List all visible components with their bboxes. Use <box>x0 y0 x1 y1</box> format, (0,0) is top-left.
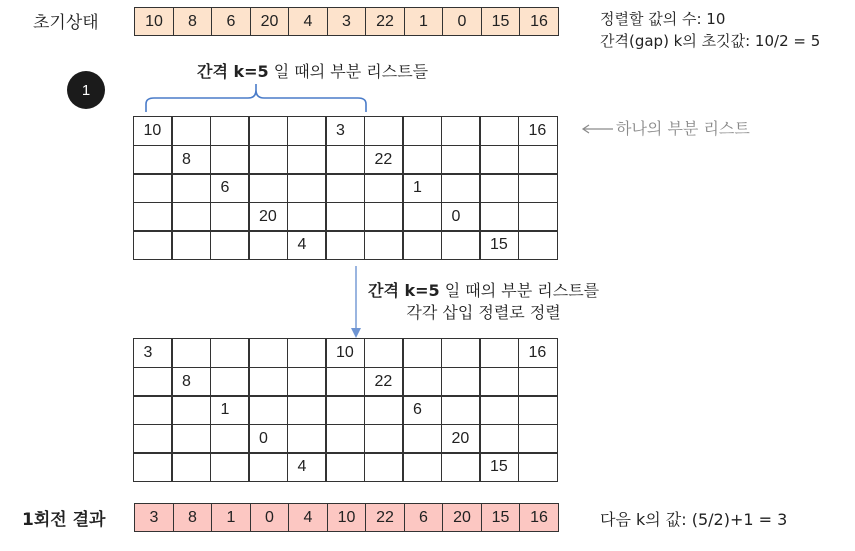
grid-cell <box>287 367 327 397</box>
array-cell: 22 <box>365 7 405 36</box>
array-cell: 1 <box>404 7 444 36</box>
grid-row <box>134 367 558 397</box>
grid-cell: 16 <box>518 116 558 146</box>
grid-cell <box>325 202 365 232</box>
grid-cell <box>248 395 288 425</box>
grid-cell <box>441 230 481 260</box>
grid-cell <box>402 230 442 260</box>
grid-cell <box>287 145 327 175</box>
grid-cell <box>518 424 558 454</box>
grid-cell: 20 <box>441 424 481 454</box>
grid-cell <box>518 173 558 203</box>
grid-cell <box>325 424 365 454</box>
grid-cell <box>364 338 404 368</box>
grid-cell <box>364 173 404 203</box>
grid-cell <box>518 230 558 260</box>
array-cell: 3 <box>327 7 367 36</box>
grid-row <box>134 338 558 368</box>
grid-cell <box>248 452 288 482</box>
grid-cell <box>479 145 519 175</box>
grid-cell <box>133 145 173 175</box>
grid-cell <box>133 173 173 203</box>
arrow-caption-bold: 간격 k=5 <box>368 281 440 300</box>
grid-cell: 3 <box>325 116 365 146</box>
grid-cell <box>479 367 519 397</box>
grid-cell <box>133 230 173 260</box>
grid-cell <box>133 202 173 232</box>
initial-state-label: 초기상태 <box>33 13 99 33</box>
grid-cell <box>133 452 173 482</box>
grid-cell: 22 <box>364 367 404 397</box>
array-cell: 8 <box>173 7 213 36</box>
grid-cell <box>364 202 404 232</box>
grid-cell <box>441 367 481 397</box>
grid-cell <box>248 338 288 368</box>
array-cell: 10 <box>134 7 174 36</box>
sublist-note: 하나의 부분 리스트 <box>616 119 750 138</box>
grid-cell <box>210 424 250 454</box>
grid-cell: 4 <box>287 452 327 482</box>
grid-cell <box>441 145 481 175</box>
grid-cell: 3 <box>133 338 173 368</box>
grid-cell <box>518 395 558 425</box>
grid-row <box>134 173 558 203</box>
grid-cell <box>210 116 250 146</box>
grid-cell <box>210 338 250 368</box>
grid-cell <box>441 116 481 146</box>
grid-cell <box>479 424 519 454</box>
grid-cell: 16 <box>518 338 558 368</box>
grid-cell <box>364 395 404 425</box>
grid-cell <box>402 145 442 175</box>
grid-cell <box>210 202 250 232</box>
array-cell: 0 <box>442 7 482 36</box>
grid-cell <box>518 367 558 397</box>
grid-cell: 10 <box>133 116 173 146</box>
array-cell: 4 <box>288 7 328 36</box>
grid-cell <box>325 452 365 482</box>
grid-cell <box>479 395 519 425</box>
brace-caption-bold: 간격 k=5 <box>197 62 269 81</box>
grid-cell <box>133 424 173 454</box>
grid-cell <box>210 230 250 260</box>
grid-cell <box>325 367 365 397</box>
array-cell: 20 <box>250 7 290 36</box>
grid-cell <box>518 202 558 232</box>
arrow-caption <box>368 280 599 324</box>
grid-cell <box>287 116 327 146</box>
grid-cell: 8 <box>171 367 211 397</box>
grid-cell: 1 <box>210 395 250 425</box>
grid-cell <box>171 173 211 203</box>
grid-cell: 15 <box>479 452 519 482</box>
grid-cell <box>133 395 173 425</box>
brace-caption-rest: 일 때의 부분 리스트들 <box>268 62 429 81</box>
array-cell: 16 <box>519 7 559 36</box>
result-label: 1회전 결과 <box>22 510 106 530</box>
grid-cell <box>325 230 365 260</box>
grid-cell <box>325 173 365 203</box>
grid-cell <box>479 338 519 368</box>
grid-cell <box>171 395 211 425</box>
grid-row <box>134 395 558 425</box>
grid-cell <box>171 452 211 482</box>
initial-array <box>134 7 559 36</box>
array-cell: 6 <box>211 7 251 36</box>
brace-caption <box>197 60 428 84</box>
step-badge: 1 <box>67 71 105 109</box>
grid-cell <box>402 116 442 146</box>
array-cell: 4 <box>288 503 328 532</box>
grid-cell <box>364 230 404 260</box>
grid-row <box>134 230 558 260</box>
grid-cell: 6 <box>210 173 250 203</box>
grid-cell <box>171 424 211 454</box>
next-k-note: 다음 k의 값: (5/2)+1 = 3 <box>600 510 788 529</box>
grid-cell: 10 <box>325 338 365 368</box>
sublist-brace <box>140 82 380 118</box>
grid-cell <box>287 338 327 368</box>
grid-cell <box>171 116 211 146</box>
grid-cell <box>402 367 442 397</box>
grid-cell <box>133 367 173 397</box>
arrow-caption-rest: 일 때의 부분 리스트를 <box>439 281 600 300</box>
grid-cell: 20 <box>248 202 288 232</box>
grid-cell: 0 <box>441 202 481 232</box>
grid-cell <box>287 424 327 454</box>
sublist-grid-before <box>134 116 558 260</box>
grid-cell <box>402 452 442 482</box>
grid-cell: 8 <box>171 145 211 175</box>
grid-cell <box>402 424 442 454</box>
sublist-pointer-arrow <box>580 122 614 136</box>
grid-cell <box>210 145 250 175</box>
grid-cell <box>441 173 481 203</box>
count-note: 정렬할 값의 수: 10 <box>600 10 726 28</box>
array-cell: 20 <box>442 503 482 532</box>
array-cell: 10 <box>327 503 367 532</box>
grid-cell <box>441 395 481 425</box>
grid-row <box>134 145 558 175</box>
array-cell: 15 <box>481 503 521 532</box>
array-cell: 6 <box>404 503 444 532</box>
grid-cell: 22 <box>364 145 404 175</box>
grid-cell <box>364 116 404 146</box>
grid-cell <box>479 173 519 203</box>
grid-cell <box>518 452 558 482</box>
grid-cell <box>248 367 288 397</box>
grid-cell <box>402 202 442 232</box>
grid-cell <box>364 452 404 482</box>
grid-row <box>134 202 558 232</box>
grid-row <box>134 116 558 146</box>
arrow-caption-line2: 각각 삽입 정렬로 정렬 <box>406 303 561 322</box>
grid-cell <box>402 338 442 368</box>
grid-cell: 4 <box>287 230 327 260</box>
grid-cell: 0 <box>248 424 288 454</box>
array-cell: 22 <box>365 503 405 532</box>
grid-cell <box>325 395 365 425</box>
grid-cell <box>248 116 288 146</box>
grid-row <box>134 452 558 482</box>
grid-row <box>134 424 558 454</box>
array-cell: 15 <box>481 7 521 36</box>
grid-cell <box>441 338 481 368</box>
result-array <box>134 503 559 532</box>
grid-cell <box>248 230 288 260</box>
array-cell: 16 <box>519 503 559 532</box>
grid-cell <box>441 452 481 482</box>
grid-cell <box>210 452 250 482</box>
grid-cell <box>518 145 558 175</box>
grid-cell <box>287 202 327 232</box>
gap-note: 간격(gap) k의 초깃값: 10/2 = 5 <box>600 32 821 50</box>
array-cell: 1 <box>211 503 251 532</box>
grid-cell <box>287 173 327 203</box>
grid-cell <box>287 395 327 425</box>
grid-cell <box>479 202 519 232</box>
grid-cell <box>479 116 519 146</box>
grid-cell: 1 <box>402 173 442 203</box>
grid-cell <box>171 338 211 368</box>
grid-cell <box>171 202 211 232</box>
grid-cell <box>364 424 404 454</box>
grid-cell <box>210 367 250 397</box>
grid-cell: 15 <box>479 230 519 260</box>
array-cell: 0 <box>250 503 290 532</box>
array-cell: 3 <box>134 503 174 532</box>
grid-cell <box>248 173 288 203</box>
grid-cell <box>248 145 288 175</box>
grid-cell <box>171 230 211 260</box>
grid-cell: 6 <box>402 395 442 425</box>
sort-arrow <box>348 266 364 340</box>
sublist-grid-after <box>134 338 558 482</box>
array-cell: 8 <box>173 503 213 532</box>
grid-cell <box>325 145 365 175</box>
